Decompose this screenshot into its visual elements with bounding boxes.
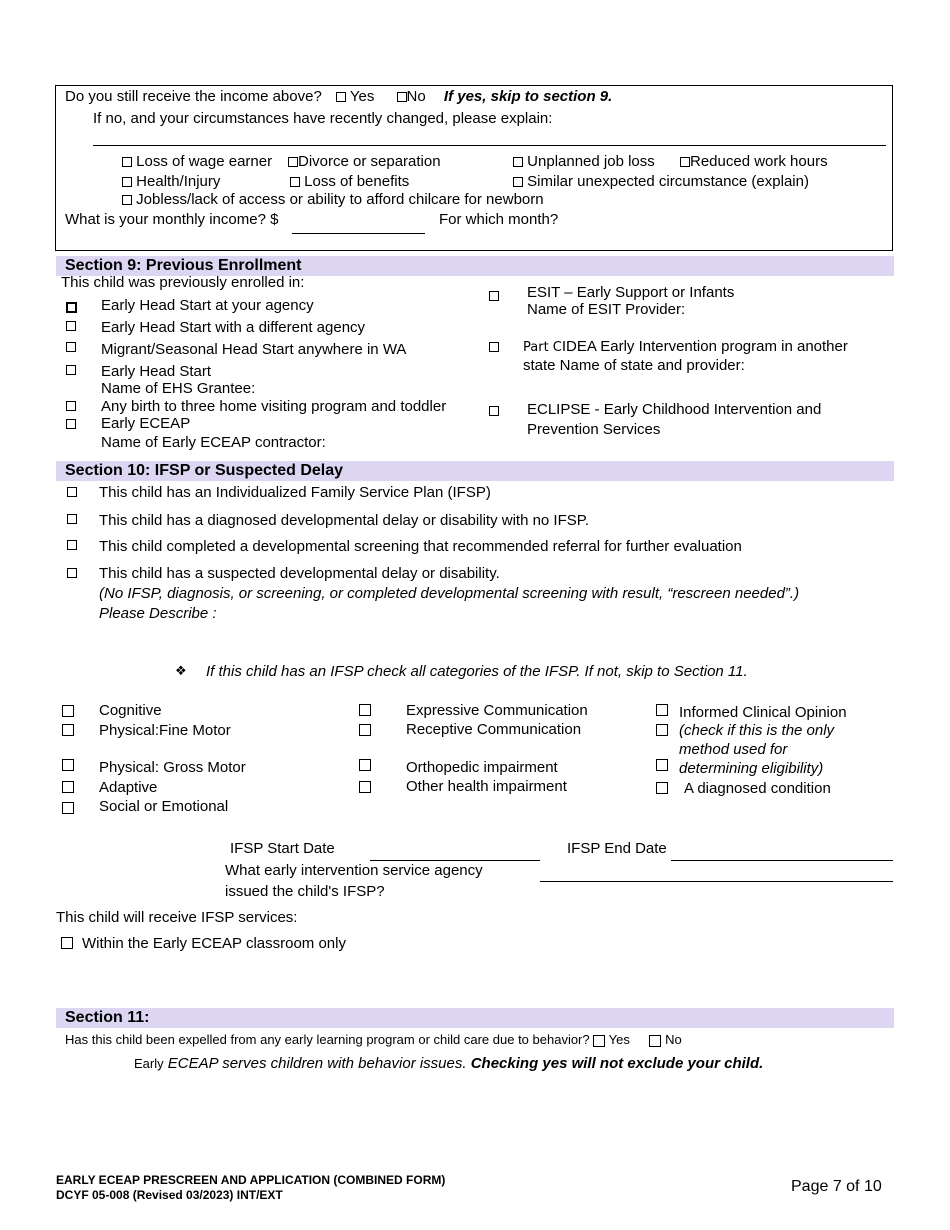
social-checkbox[interactable] [62,802,74,814]
diagnosed-checkbox[interactable] [67,514,77,524]
migrant-label: Migrant/Seasonal Head Start anywhere in WA [101,341,407,358]
reason-loss-benefits[interactable]: Loss of benefits [290,173,409,190]
reason-reduced-hours[interactable]: Reduced work hours [680,153,828,170]
expelled-yes-checkbox[interactable] [593,1035,605,1047]
agency-field[interactable] [540,881,893,882]
clinical-note-1: (check if this is the only [679,722,835,739]
determining-checkbox[interactable] [656,759,668,771]
describe-label: Please Describe : [99,605,217,622]
orthopedic-checkbox[interactable] [359,759,371,771]
reason-loss-wage[interactable]: Loss of wage earner [122,153,272,170]
eclipse-checkbox[interactable] [489,406,499,416]
expelled-no-label: No [665,1032,682,1047]
footer-form-title: EARLY ECEAP PRESCREEN AND APPLICATION (COMBINED FORM) [56,1173,446,1187]
clinical-note-2: method used for [679,741,788,758]
reason-divorce[interactable]: Divorce or separation [288,153,441,170]
income-yes-checkbox[interactable] [336,92,346,102]
cognitive-label: Cognitive [99,702,162,719]
ifsp-checkbox[interactable] [67,487,77,497]
page-number: Page 7 of 10 [791,1178,882,1195]
section9-header [56,256,894,276]
section9-title: Section 9: Previous Enrollment [65,257,302,274]
partc-state-label: state Name of state and provider: [523,357,745,374]
eceap-contractor-label: Name of Early ECEAP contractor: [101,434,326,451]
ifsp-start-field[interactable] [370,860,540,861]
section10-title: Section 10: IFSP or Suspected Delay [65,462,344,479]
ehs-other-label: Early Head Start with a different agency [101,319,366,336]
income-question-row [65,88,612,105]
fine-motor-label: Physical:Fine Motor [99,722,231,739]
orthopedic-label: Orthopedic impairment [406,759,558,776]
ifsp-end-label: IFSP End Date [567,840,667,857]
other-health-checkbox[interactable] [359,781,371,793]
receptive-label: Receptive Communication [406,721,582,738]
expelled-no-checkbox[interactable] [649,1035,661,1047]
ehs-agency-label: Early Head Start at your agency [101,297,314,314]
cognitive-checkbox[interactable] [62,705,74,717]
section9-intro: This child was previously enrolled in: [61,274,305,291]
esit-provider-label: Name of ESIT Provider: [527,301,686,318]
reason-jobless[interactable]: Jobless/lack of access or ability to afford chilcare for newborn [122,191,544,208]
expressive-checkbox[interactable] [359,704,371,716]
classroom-only-checkbox[interactable] [61,937,73,949]
income-no-label: No [406,88,426,105]
behavior-note-italic: ECEAP serves children with behavior issues. [167,1055,467,1072]
ifsp-start-label: IFSP Start Date [230,840,335,857]
agency-question-1: What early intervention service agency [225,862,483,879]
expelled-yes-label: Yes [608,1032,630,1047]
reason-health[interactable]: Health/Injury [122,173,220,190]
behavior-note-bold: Checking yes will not exclude your child. [470,1055,764,1072]
ifsp-instruction: If this child has an IFSP check all categories of the IFSP. If not, skip to Section 11. [206,663,748,680]
screening-checkbox[interactable] [67,540,77,550]
screening-label: This child completed a developmental screening that recommended referral for further evaluation [99,538,742,555]
migrant-checkbox[interactable] [66,342,76,352]
birth-three-checkbox[interactable] [66,401,76,411]
suspected-note: (No IFSP, diagnosis, or screening, or completed developmental screening with result, “rescreen needed”.) [99,585,800,602]
ehs-other-checkbox[interactable] [66,321,76,331]
social-label: Social or Emotional [99,798,229,815]
clinical-note-3: determining eligibility) [679,760,824,777]
expelled-question: Has this child been expelled from any early learning program or child care due to behavior? [65,1032,590,1047]
diamond-bullet-icon: ❖ [175,663,187,678]
gross-motor-label: Physical: Gross Motor [99,759,246,776]
fine-motor-checkbox[interactable] [62,724,74,736]
partc-checkbox[interactable] [489,342,499,352]
explain-prompt: If no, and your circumstances have recently changed, please explain: [93,110,553,127]
gross-motor-checkbox[interactable] [62,759,74,771]
clinical-checkbox[interactable] [656,704,668,716]
section11-title: Section 11: [65,1009,150,1026]
diagnosed-label: This child has a diagnosed developmental delay or disability with no IFSP. [99,512,590,529]
diagnosed-condition-checkbox[interactable] [656,782,668,794]
early-eceap-label: Early ECEAP [101,415,191,432]
section10-header [56,461,894,481]
ehs-agency-checkbox[interactable] [66,302,77,313]
month-label: For which month? [439,211,559,228]
expressive-label: Expressive Communication [406,702,588,719]
suspected-label: This child has a suspected developmental delay or disability. [99,565,500,582]
adaptive-label: Adaptive [99,779,158,796]
birth-three-label: Any birth to three home visiting program and toddler [101,398,447,415]
behavior-note-prefix: Early [134,1056,164,1071]
ehs-checkbox[interactable] [66,365,76,375]
expelled-question-row [65,1032,682,1047]
eclipse-label: ECLIPSE - Early Childhood Intervention and [527,401,822,418]
eclipse-label-2: Prevention Services [527,421,661,438]
diagnosed-condition-label: A diagnosed condition [684,780,831,797]
monthly-income-label: What is your monthly income? $ [65,211,279,228]
services-label: This child will receive IFSP services: [56,909,298,926]
income-yes-label: Yes [349,88,375,105]
ehs-grantee-label: Name of EHS Grantee: [101,380,256,397]
other-health-label: Other health impairment [406,778,567,795]
esit-label: ESIT – Early Support or Infants [527,284,735,301]
income-no-checkbox[interactable] [397,92,407,102]
reason-job-loss[interactable]: Unplanned job loss [513,153,655,170]
monthly-income-field[interactable] [292,233,425,234]
clinical-label: Informed Clinical Opinion [679,704,847,721]
ifsp-end-field[interactable] [671,860,893,861]
receptive-checkbox[interactable] [359,724,371,736]
footer-form-number: DCYF 05-008 (Revised 03/2023) INT/EXT [56,1188,283,1202]
ehs-label: Early Head Start [101,363,212,380]
reason-similar[interactable]: Similar unexpected circumstance (explain) [513,173,809,190]
section11-header [56,1008,894,1028]
ifsp-label: This child has an Individualized Family Service Plan (IFSP) [99,484,491,501]
suspected-checkbox[interactable] [67,568,77,578]
agency-question-2: issued the child's IFSP? [225,883,385,900]
explain-field[interactable] [93,145,886,146]
classroom-only-label: Within the Early ECEAP classroom only [82,935,346,952]
esit-checkbox[interactable] [489,291,499,301]
behavior-note [134,1055,763,1072]
adaptive-checkbox[interactable] [62,781,74,793]
income-question: Do you still receive the income above? [65,88,322,105]
partc-label: Part CIDEA Early Intervention program in another [523,338,848,355]
clinical-only-checkbox[interactable] [656,724,668,736]
early-eceap-checkbox[interactable] [66,419,76,429]
skip-note: If yes, skip to section 9. [443,88,613,105]
